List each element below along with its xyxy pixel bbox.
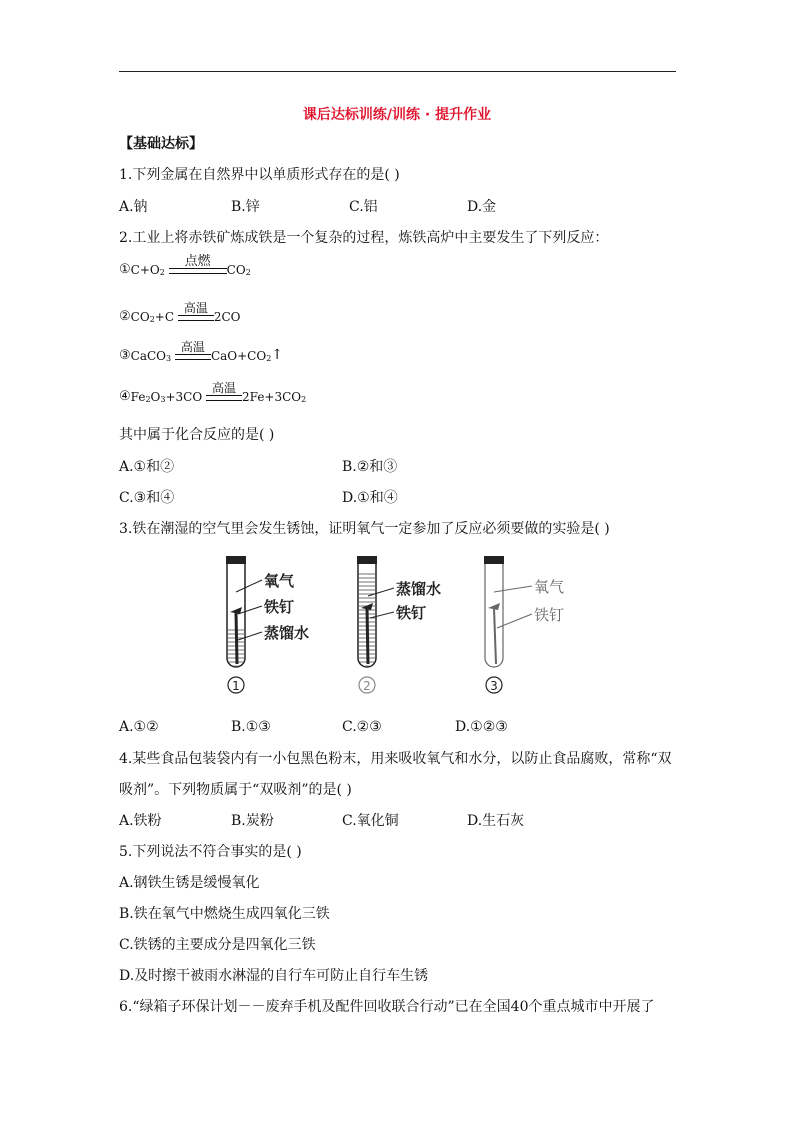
tube2-label-water: 蒸馏水 bbox=[396, 580, 442, 598]
reaction-1: $①C+O_2$ 点燃 $CO_2$ bbox=[119, 254, 251, 277]
question-4-stem-line1: 4.某些食品包装袋内有一小包黑色粉末，用来吸收氧气和水分，以防止食品腐败，常称“双 bbox=[119, 751, 672, 767]
reaction-2-condition: 高温 bbox=[178, 302, 214, 324]
reaction-4: $④Fe_2O_3+3CO$ 高温 $2Fe+3CO_2$ bbox=[119, 381, 307, 404]
question-5-stem: 5.下列说法不符合事实的是( ) bbox=[119, 844, 302, 860]
tube1-label-water: 蒸馏水 bbox=[264, 624, 310, 642]
q2-option-d: D.①和④ bbox=[342, 490, 398, 506]
tube3-number: 3 bbox=[490, 679, 498, 693]
q4-option-d: D.生石灰 bbox=[467, 813, 525, 829]
question-3-stem: 3.铁在潮湿的空气里会发生锈蚀，证明氧气一定参加了反应必须要做的实验是( ) bbox=[119, 521, 610, 537]
q4-option-c: C.氧化铜 bbox=[342, 813, 399, 829]
q5-option-c: C.铁锈的主要成分是四氧化三铁 bbox=[119, 937, 316, 953]
q3-option-b: B.①③ bbox=[231, 719, 271, 735]
q4-option-a: A.铁粉 bbox=[119, 813, 162, 829]
page-title: 课后达标训练/训练 · 提升作业 bbox=[302, 107, 492, 123]
q2-option-a: A.①和② bbox=[119, 459, 175, 475]
tube2-label-nail: 铁钉 bbox=[396, 604, 427, 622]
tube3-label-oxygen: 氧气 bbox=[534, 578, 565, 596]
reaction-4-condition: 高温 bbox=[206, 382, 242, 404]
q2-option-c: C.③和④ bbox=[119, 490, 175, 506]
reaction-3: ③CaCO$_3$ 高温 $CaO+CO_2↑$ bbox=[119, 340, 284, 363]
q5-option-d: D.及时擦干被雨水淋湿的自行车可防止自行车生锈 bbox=[119, 968, 429, 984]
reaction-3-condition: 高温 bbox=[175, 341, 211, 363]
reaction-2: $②CO_2+C$ 高温 2CO bbox=[119, 301, 241, 324]
q2-option-b: B.②和③ bbox=[342, 459, 398, 475]
question-2-stem: 2.工业上将赤铁矿炼成铁是一个复杂的过程，炼铁高炉中主要发生了下列反应： bbox=[119, 230, 609, 246]
q3-option-a: A.①② bbox=[119, 719, 159, 735]
test-tube-2 bbox=[357, 556, 394, 667]
q1-option-c: C.铝 bbox=[349, 199, 378, 215]
tube2-number: 2 bbox=[363, 679, 371, 693]
question-6-stem: 6.“绿箱子环保计划－－废弃手机及配件回收联合行动”已在全国40个重点城市中开展了 bbox=[119, 999, 655, 1015]
q1-option-b: B.锌 bbox=[231, 199, 260, 215]
q5-option-b: B.铁在氧气中燃烧生成四氧化三铁 bbox=[119, 906, 330, 922]
reaction-1-condition: 点燃 bbox=[169, 255, 227, 277]
q3-option-d: D.①②③ bbox=[455, 719, 508, 735]
question-2-question: 其中属于化合反应的是( ) bbox=[119, 427, 275, 443]
tube1-label-oxygen: 氧气 bbox=[264, 572, 295, 590]
section-heading: 【基础达标】 bbox=[119, 136, 203, 152]
q4-option-b: B.炭粉 bbox=[231, 813, 274, 829]
question-4-stem-line2: 吸剂”。下列物质属于“双吸剂”的是( ) bbox=[119, 782, 352, 798]
question-1-stem: 1.下列金属在自然界中以单质形式存在的是( ) bbox=[119, 167, 400, 183]
q1-option-a: A.钠 bbox=[119, 199, 148, 215]
header-rule bbox=[119, 71, 676, 72]
tube1-label-nail: 铁钉 bbox=[264, 598, 295, 616]
test-tube-1 bbox=[226, 556, 262, 667]
experiment-figure bbox=[210, 552, 565, 700]
tube3-label-nail: 铁钉 bbox=[534, 606, 565, 624]
q1-option-d: D.金 bbox=[467, 199, 497, 215]
test-tube-3 bbox=[484, 556, 532, 667]
tube1-number: 1 bbox=[232, 679, 240, 693]
q5-option-a: A.钢铁生锈是缓慢氧化 bbox=[119, 875, 260, 891]
q3-option-c: C.②③ bbox=[342, 719, 382, 735]
